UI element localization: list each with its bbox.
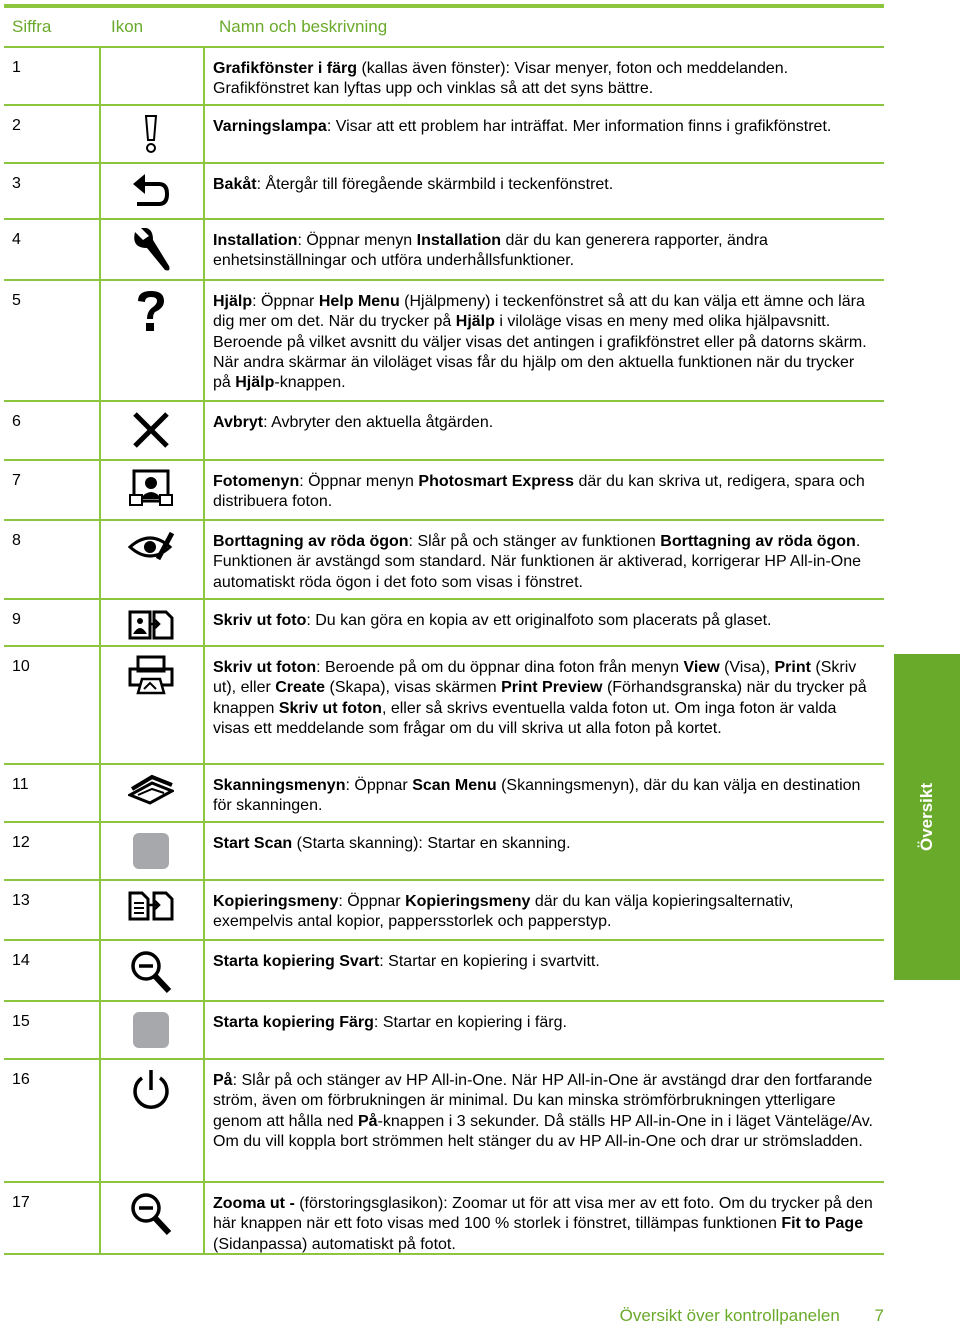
- description-text: (förstoringsglasikon): Zoomar ut för att visa mer av ett foto. Om du trycker på den här knappen när ett foto visas med 100 % storlek i fönstret, tillämpas funktionen: [213, 1195, 873, 1233]
- row-number: 5: [12, 292, 21, 309]
- description-term: Print: [774, 659, 811, 676]
- row-description: [203, 220, 884, 279]
- description-term: Installation: [416, 232, 502, 249]
- description-term: Skriv ut foton: [213, 659, 317, 676]
- description-text: : Startar en kopiering i färg.: [373, 1014, 567, 1031]
- description-term: Hjälp: [455, 313, 495, 331]
- row-number: 8: [12, 532, 21, 549]
- row-description: [203, 1002, 884, 1058]
- description-term: Grafikfönster i färg: [213, 60, 358, 77]
- table-row: [4, 521, 884, 600]
- description-term: View: [683, 659, 720, 676]
- print-photos-icon: [99, 647, 203, 763]
- description-text: (Förhandsgranska) när du trycker på knappen: [213, 679, 867, 717]
- header-number: Siffra: [12, 17, 52, 36]
- footer-title: Översikt över kontrollpanelen: [619, 1306, 840, 1325]
- row-number: 1: [12, 59, 21, 76]
- row-description: [203, 106, 884, 162]
- description-term: Starta kopiering Färg: [213, 1014, 374, 1031]
- description-term: Starta kopiering Svart: [213, 953, 380, 970]
- description-text: där du kan skriva ut, redigera, spara och distribuera foton.: [213, 473, 865, 511]
- description-text: : Slår på och stänger av funktionen: [408, 533, 661, 550]
- description-term: Kopieringsmeny: [405, 893, 531, 910]
- photo-menu-icon: [99, 461, 203, 519]
- table-row: [4, 1183, 884, 1255]
- description-term: Hjälp: [235, 374, 275, 392]
- table-row: [4, 600, 884, 647]
- description-text: -knappen i 3 sekunder. Då ställs HP All-in-One in i läget Vänteläge/Av. Om du vill koppla bort strömmen helt stänger du av HP All-in-One och drar ur strömsladden.: [213, 1112, 873, 1150]
- header-description: Namn och beskrivning: [219, 17, 388, 36]
- copy-menu-icon: [99, 881, 203, 939]
- power-icon: [99, 1060, 203, 1181]
- scan-menu-icon: [99, 765, 203, 821]
- description-text: : Öppnar menyn: [299, 473, 419, 490]
- description-text: : Slår på och stänger av HP All-in-One. När HP All-in-One är avstängd drar den fortfarande ström, även om förbrukningen är minimal. Du kan minska strömförbrukningen ytterligare genom att hålla ned: [213, 1072, 873, 1130]
- description-term: Borttagning av röda ögon: [660, 533, 856, 550]
- table-row: [4, 823, 884, 881]
- row-description: [203, 521, 884, 598]
- row-description: [203, 48, 884, 104]
- description-text: där du kan generera rapporter, ändra enhetsinställningar och utföra underhållsfunktioner.: [213, 232, 768, 270]
- gray-button-icon: [99, 1002, 203, 1058]
- row-description: [203, 402, 884, 459]
- controls-table: [4, 4, 884, 1255]
- description-text: , eller så skrivs eventuella valda foton ut. Om inga foton är valda visas ett meddelande som frågar om du vill skriva ut alla foton på kortet.: [213, 699, 837, 737]
- zoom-out-icon: [99, 1183, 203, 1253]
- table-row: [4, 48, 884, 106]
- description-term: Zooma ut -: [213, 1195, 300, 1212]
- table-row: [4, 881, 884, 941]
- row-number: 12: [12, 834, 30, 851]
- description-term: På: [213, 1072, 233, 1089]
- zoom-out-icon: [99, 941, 203, 1000]
- description-term: Help Menu: [318, 293, 400, 310]
- description-text: : Öppnar: [252, 293, 319, 310]
- description-text: (Skriv ut), eller: [213, 659, 857, 697]
- description-term: Create: [275, 679, 326, 697]
- row-number: 2: [12, 117, 21, 134]
- red-eye-icon: [99, 521, 203, 598]
- table-row: [4, 941, 884, 1002]
- table-body: [4, 48, 884, 1255]
- row-number: 7: [12, 472, 21, 489]
- description-text: där du kan välja kopieringsalternativ, exempelvis antal kopior, pappersstorlek och papperstyp.: [213, 893, 794, 931]
- wrench-icon: [99, 220, 203, 279]
- row-description: [203, 647, 884, 763]
- page-footer: [0, 1306, 884, 1326]
- description-term: Fotomenyn: [213, 473, 300, 490]
- row-number: 11: [12, 776, 29, 793]
- description-text: (Hjälpmeny) i teckenfönstret så att du kan välja ett ämne och lära dig mer om det. När du trycker på: [213, 293, 865, 331]
- row-description: [203, 823, 884, 879]
- back-arrow-icon: [99, 164, 203, 218]
- description-term: Scan Menu: [412, 777, 497, 794]
- description-text: : Visar att ett problem har inträffat. Mer information finns i grafikfönstret.: [326, 118, 832, 135]
- description-text: (Skanningsmenyn), där du kan välja en destination för skanningen.: [213, 777, 861, 815]
- description-term: Skriv ut foton: [278, 699, 382, 717]
- side-tab-label: Översikt: [917, 782, 936, 852]
- description-text: : Du kan göra en kopia av ett originalfoto som placerats på glaset.: [306, 612, 772, 629]
- table-row: [4, 164, 884, 220]
- table-row: [4, 647, 884, 765]
- table-header: [4, 8, 884, 48]
- gray-button-icon: [99, 823, 203, 879]
- row-number: 9: [12, 611, 21, 628]
- header-icon: Ikon: [111, 17, 144, 36]
- table-row: [4, 1060, 884, 1183]
- table-row: [4, 106, 884, 164]
- description-text: (Starta skanning): Startar en skanning.: [292, 835, 571, 852]
- row-number: 17: [12, 1194, 30, 1211]
- warning-light-icon: [99, 106, 203, 162]
- description-term: Print Preview: [501, 679, 603, 697]
- description-term: Varningslampa: [213, 118, 327, 135]
- description-text: : Öppnar: [338, 893, 406, 910]
- description-term: Start Scan: [213, 835, 293, 852]
- row-number: 3: [12, 175, 21, 192]
- description-text: : Återgår till föregående skärmbild i teckenfönstret.: [256, 176, 614, 193]
- description-text: : Öppnar menyn: [297, 232, 417, 249]
- row-description: [203, 164, 884, 218]
- row-number: 16: [12, 1071, 30, 1088]
- description-text: i viloläge visas en meny med olika hjälpavsnitt. Beroende på vilket avsnitt du väljer visas det antingen i grafikfönstret eller på datorns skärm. När andra skärmar än viloläget visas får du hjälp om den aktuella funktionen när du trycker på: [213, 313, 867, 392]
- row-number: 4: [12, 231, 21, 248]
- description-term: Hjälp: [213, 293, 253, 310]
- row-description: [203, 461, 884, 519]
- description-term: På: [358, 1112, 378, 1130]
- row-number: 13: [12, 892, 30, 909]
- description-text: (Visa),: [719, 659, 775, 676]
- description-term: Skriv ut foto: [213, 612, 307, 629]
- description-term: Avbryt: [213, 414, 264, 431]
- row-number: 6: [12, 413, 21, 430]
- description-text: : Beroende på om du öppnar dina foton från menyn: [316, 659, 684, 676]
- description-term: Bakåt: [213, 176, 257, 193]
- description-text: . Funktionen är avstängd som standard. När funktionen är aktiverad, korrigerar HP All-in-One automatiskt röda ögon i det foto som visas i fönstret.: [213, 533, 862, 591]
- row-number: 14: [12, 952, 30, 969]
- row-description: [203, 765, 884, 821]
- description-text: : Startar en kopiering i svartvitt.: [379, 953, 600, 970]
- row-description: [203, 1060, 884, 1181]
- page-number: 7: [874, 1306, 884, 1325]
- description-term: Borttagning av röda ögon: [213, 533, 409, 550]
- description-text: (kallas även fönster): Visar menyer, foton och meddelanden. Grafikfönstret kan lyftas upp och vinklas så att det syns bättre.: [213, 60, 789, 98]
- row-number: 15: [12, 1013, 30, 1030]
- row-number: 10: [12, 658, 30, 675]
- table-row: [4, 1002, 884, 1060]
- row-description: [203, 941, 884, 1000]
- table-row: [4, 220, 884, 281]
- row-description: [203, 1183, 884, 1253]
- description-text: (Skapa), visas skärmen: [325, 679, 502, 697]
- description-term: Fit to Page: [781, 1215, 864, 1233]
- table-row: [4, 281, 884, 402]
- description-text: (Sidanpassa) automatiskt på fotot.: [213, 1235, 456, 1253]
- table-row: [4, 765, 884, 823]
- description-text: : Avbryter den aktuella åtgärden.: [263, 414, 494, 431]
- row-description: [203, 881, 884, 939]
- question-mark-icon: [99, 281, 203, 400]
- description-term: Kopieringsmeny: [213, 893, 339, 910]
- table-row: [4, 402, 884, 461]
- table-row: [4, 461, 884, 521]
- description-term: Installation: [213, 232, 298, 249]
- row-description: [203, 600, 884, 645]
- description-term: Photosmart Express: [418, 473, 574, 490]
- row-icon-empty: [99, 48, 203, 104]
- description-term: Skanningsmenyn: [213, 777, 346, 794]
- cancel-x-icon: [99, 402, 203, 459]
- description-text: -knappen.: [274, 374, 346, 392]
- row-description: [203, 281, 884, 400]
- description-text: : Öppnar: [345, 777, 413, 794]
- side-tab: [894, 654, 960, 980]
- reprint-photo-icon: [99, 600, 203, 645]
